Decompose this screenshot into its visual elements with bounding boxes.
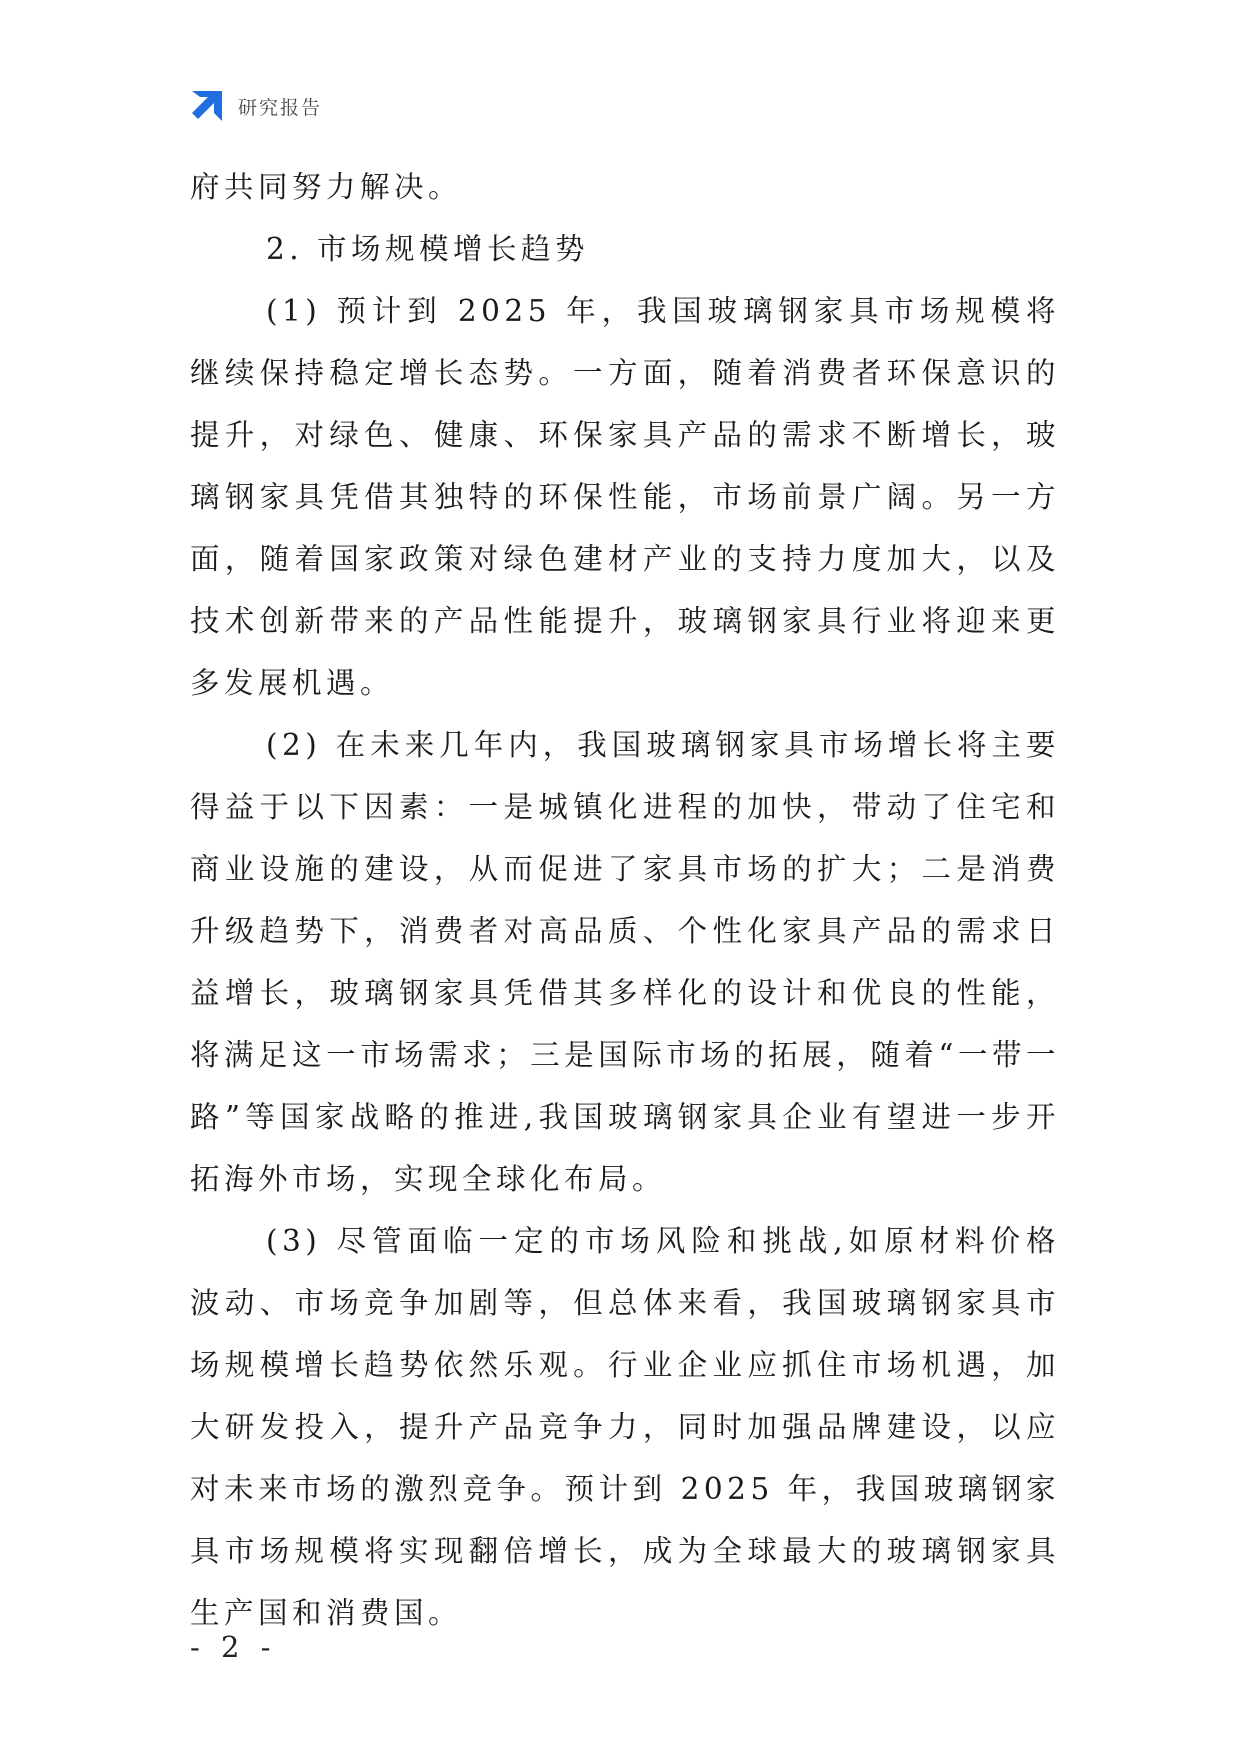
arrow-up-right-icon [190, 89, 224, 123]
page-header [190, 88, 322, 124]
paragraph-3: (3) 尽管面临一定的市场风险和挑战,如原材料价格波动、市场竞争加剧等，但总体来看，我国玻璃钢家具市场规模增长趋势依然乐观。行业企业应抓住市场机遇，加大研发投入，提升产品竞争力，同时加强品牌建设，以应对未来市场的激烈竞争。预计到 2025 年，我国玻璃钢家具市场规模将实现翻倍增长，成为全球最大的玻璃钢家具生产国和消费国。 [190, 1224, 1060, 1630]
paragraph-2: (2) 在未来几年内，我国玻璃钢家具市场增长将主要得益于以下因素：一是城镇化进程的加快，带动了住宅和商业设施的建设，从而促进了家具市场的扩大；二是消费升级趋势下，消费者对高品质、个性化家具产品的需求日益增长，玻璃钢家具凭借其多样化的设计和优良的性能，将满足这一市场需求；三是国际市场的拓展，随着“一带一路”等国家战略的推进,我国玻璃钢家具企业有望进一步开拓海外市场，实现全球化布局。 [190, 728, 1060, 1196]
document-body [190, 156, 1060, 1644]
paragraph-1: (1) 预计到 2025 年，我国玻璃钢家具市场规模将继续保持稳定增长态势。一方面，随着消费者环保意识的提升，对绿色、健康、环保家具产品的需求不断增长，玻璃钢家具凭借其独特的环保性能，市场前景广阔。另一方面，随着国家政策对绿色建材产业的支持力度加大，以及技术创新带来的产品性能提升，玻璃钢家具行业将迎来更多发展机遇。 [190, 294, 1060, 700]
paragraph-continuation: 府共同努力解决。 [190, 170, 463, 204]
section-heading: 2. 市场规模增长趋势 [266, 232, 590, 266]
header-title: 研究报告 [238, 96, 323, 119]
page-number: - 2 - [190, 1630, 277, 1664]
